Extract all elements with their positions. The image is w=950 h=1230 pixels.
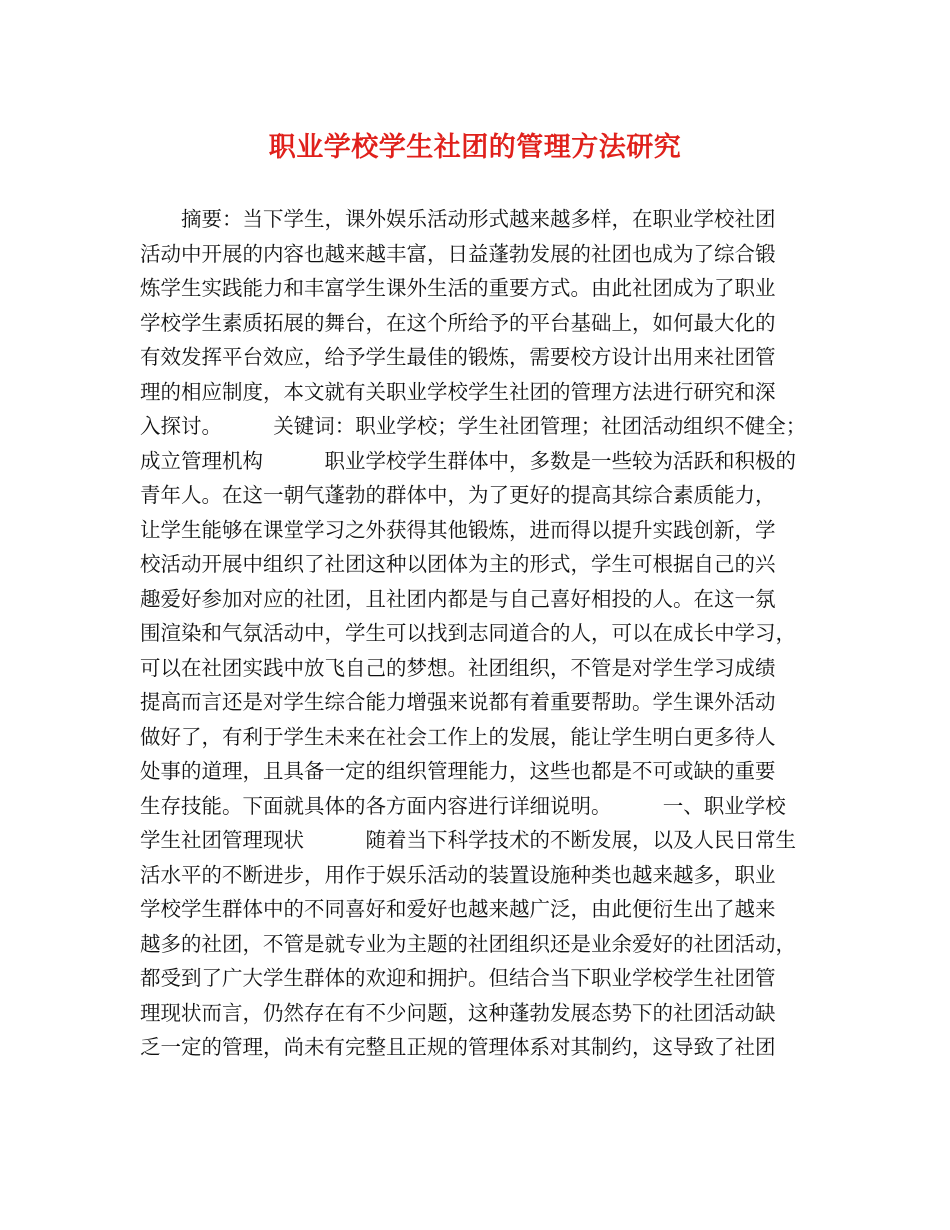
body-line: 做好了，有利于学生未来在社会工作上的发展，能让学生明白更多待人	[140, 724, 776, 749]
body-line: 围渲染和气氛活动中，学生可以找到志同道合的人，可以在成长中学习，	[140, 621, 796, 645]
document-body	[140, 202, 830, 1065]
body-line: 趣爱好参加对应的社团，且社团内都是与自己喜好相投的人。在这一氛	[140, 586, 776, 611]
body-line: 成立管理机构 职业学校学生群体中，多数是一些较为活跃和积极的	[140, 448, 796, 473]
body-line: 理现状而言，仍然存在有不少问题，这种蓬勃发展态势下的社团活动缺	[140, 1000, 776, 1025]
body-line: 摘要：当下学生，课外娱乐活动形式越来越多样，在职业学校社团	[140, 207, 776, 231]
body-line: 可以在社团实践中放飞自己的梦想。社团组织，不管是对学生学习成绩	[140, 655, 776, 680]
body-line: 活动中开展的内容也越来越丰富，日益蓬勃发展的社团也成为了综合锻	[140, 241, 776, 266]
body-line: 有效发挥平台效应，给予学生最佳的锻炼，需要校方设计出用来社团管	[140, 345, 776, 369]
body-line: 都受到了广大学生群体的欢迎和拥护。但结合当下职业学校学生社团管	[140, 966, 776, 990]
body-line: 提高而言还是对学生综合能力增强来说都有着重要帮助。学生课外活动	[140, 690, 776, 714]
body-line: 校活动开展中组织了社团这种以团体为主的形式，学生可根据自己的兴	[140, 552, 776, 576]
document-title: 职业学校学生社团的管理方法研究	[268, 132, 682, 163]
body-line: 青年人。在这一朝气蓬勃的群体中，为了更好的提高其综合素质能力，	[140, 483, 776, 507]
body-line: 理的相应制度，本文就有关职业学校学生社团的管理方法进行研究和深	[140, 379, 776, 404]
body-line: 入探讨。 关键词：职业学校；学生社团管理；社团活动组织不健全；	[140, 414, 807, 438]
body-line: 炼学生实践能力和丰富学生课外生活的重要方式。由此社团成为了职业	[140, 276, 776, 300]
body-line: 学校学生群体中的不同喜好和爱好也越来越广泛，由此便衍生出了越来	[140, 897, 776, 921]
body-line: 让学生能够在课堂学习之外获得其他锻炼，进而得以提升实践创新，学	[140, 517, 776, 542]
body-line: 乏一定的管理，尚未有完整且正规的管理体系对其制约，这导致了社团	[140, 1035, 776, 1059]
body-line: 学生社团管理现状 随着当下科学技术的不断发展，以及人民日常生	[140, 828, 796, 852]
body-line: 处事的道理，且具备一定的组织管理能力，这些也都是不可或缺的重要	[140, 759, 776, 783]
body-line: 越多的社团，不管是就专业为主题的社团组织还是业余爱好的社团活动，	[140, 931, 796, 956]
body-line: 学校学生素质拓展的舞台，在这个所给予的平台基础上，如何最大化的	[140, 310, 776, 335]
body-line: 生存技能。下面就具体的各方面内容进行详细说明。 一、职业学校	[140, 793, 786, 818]
body-line: 活水平的不断进步，用作于娱乐活动的装置设施种类也越来越多，职业	[140, 862, 776, 887]
